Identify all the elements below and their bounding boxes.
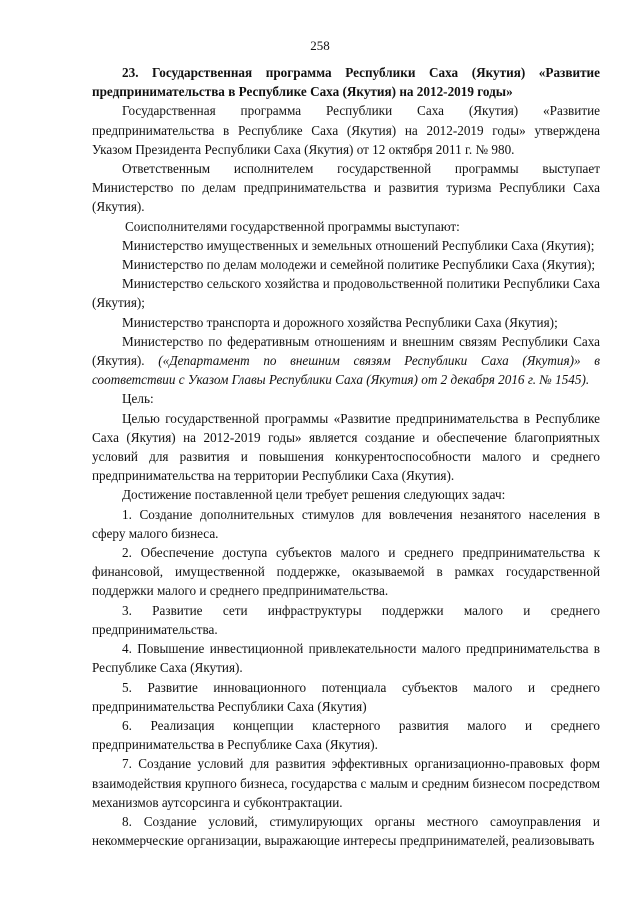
task-item-4: 4. Повышение инвестиционной привлекательности малого предпринимательства в Республике Саха (Якутия). [92,641,600,676]
task-item-1: 1. Создание дополнительных стимулов для вовлечения незанятого населения в сферу малого бизнеса. [92,506,600,541]
paragraph-goal-text: Целью государственной программы «Развитие предпринимательства в Республике Саха (Якутия) на 2012-2019 годы» является создание и обеспечение благоприятных условий для развития и повышения конкурентоспособности малого и среднего предпринимательства на территории Республики Саха (Якутия). [92,410,600,484]
task-item-8: 8. Создание условий, стимулирующих органы местного самоуправления и некоммерческие организации, выражающие интересы предпринимателей, реализовывать [92,813,600,849]
list-item-ministry-youth: Министерство по делам молодежи и семейной политике Республики Саха (Якутия); [122,257,596,273]
paragraph-goal-label: Цель: [122,391,154,407]
task-item-2: 2. Обеспечение доступа субъектов малого и среднего предпринимательства к финансовой, имущественной поддержке, оказываемой в рамках государственной поддержки малого и среднего предпринимательства. [92,545,600,599]
task-item-7: 7. Создание условий для развития эффективных организационно-правовых форм взаимодействия крупного бизнеса, государства с малым и средним бизнесом посредством механизмов аутсорсинга и субконтрактации. [92,756,600,810]
task-item-6: 6. Реализация концепции кластерного развития малого и среднего предпринимательства в Республике Саха (Якутия). [92,717,600,753]
paragraph-tasks-intro: Достижение поставленной цели требует решения следующих задач: [122,487,506,503]
page-number: 258 [310,38,330,53]
section-heading: 23. Государственная программа Республики Саха (Якутия) «Развитие предпринимательства в Республике Саха (Якутия) на 2012-2019 годы» [92,65,600,100]
list-item-ministry-transport: Министерство транспорта и дорожного хозяйства Республики Саха (Якутия); [122,314,558,330]
list-item-ministry-property: Министерство имущественных и земельных отношений Республики Саха (Якутия); [122,237,595,253]
ministry-federative-text: Министерство по федеративным отношениям и внешним связям Республики Саха (Якутия). [92,333,600,369]
ministry-federative-note: («Департамент по внешним связям Республики Саха (Якутия)» в соответствии с Указом Главы Республики Саха (Якутия) от 2 декабря 2016 г. № 1545). [92,353,601,388]
task-item-5: 5. Развитие инновационного потенциала субъектов малого и среднего предпринимательства Республики Саха (Якутия) [92,679,600,714]
list-item-ministry-federative [92,332,600,390]
page-content [92,63,600,850]
list-item-ministry-agriculture: Министерство сельского хозяйства и продовольственной политики Республики Саха (Якутия); [92,276,600,311]
paragraph-program-approval: Государственная программа Республики Саха (Якутия) «Развитие предпринимательства в Республике Саха (Якутия) на 2012-2019 годы» утверждена Указом Президента Республики Саха (Якутия) от 12 октября 2011 г. № 980. [92,103,600,157]
paragraph-co-executors-intro: Соисполнителями государственной программы выступают: [125,218,460,234]
task-item-3: 3. Развитие сети инфраструктуры поддержки малого и среднего предпринимательства. [92,602,600,637]
paragraph-responsible-executor: Ответственным исполнителем государственной программы выступает Министерство по делам предпринимательства и развития туризма Республики Саха (Якутия). [92,161,600,215]
